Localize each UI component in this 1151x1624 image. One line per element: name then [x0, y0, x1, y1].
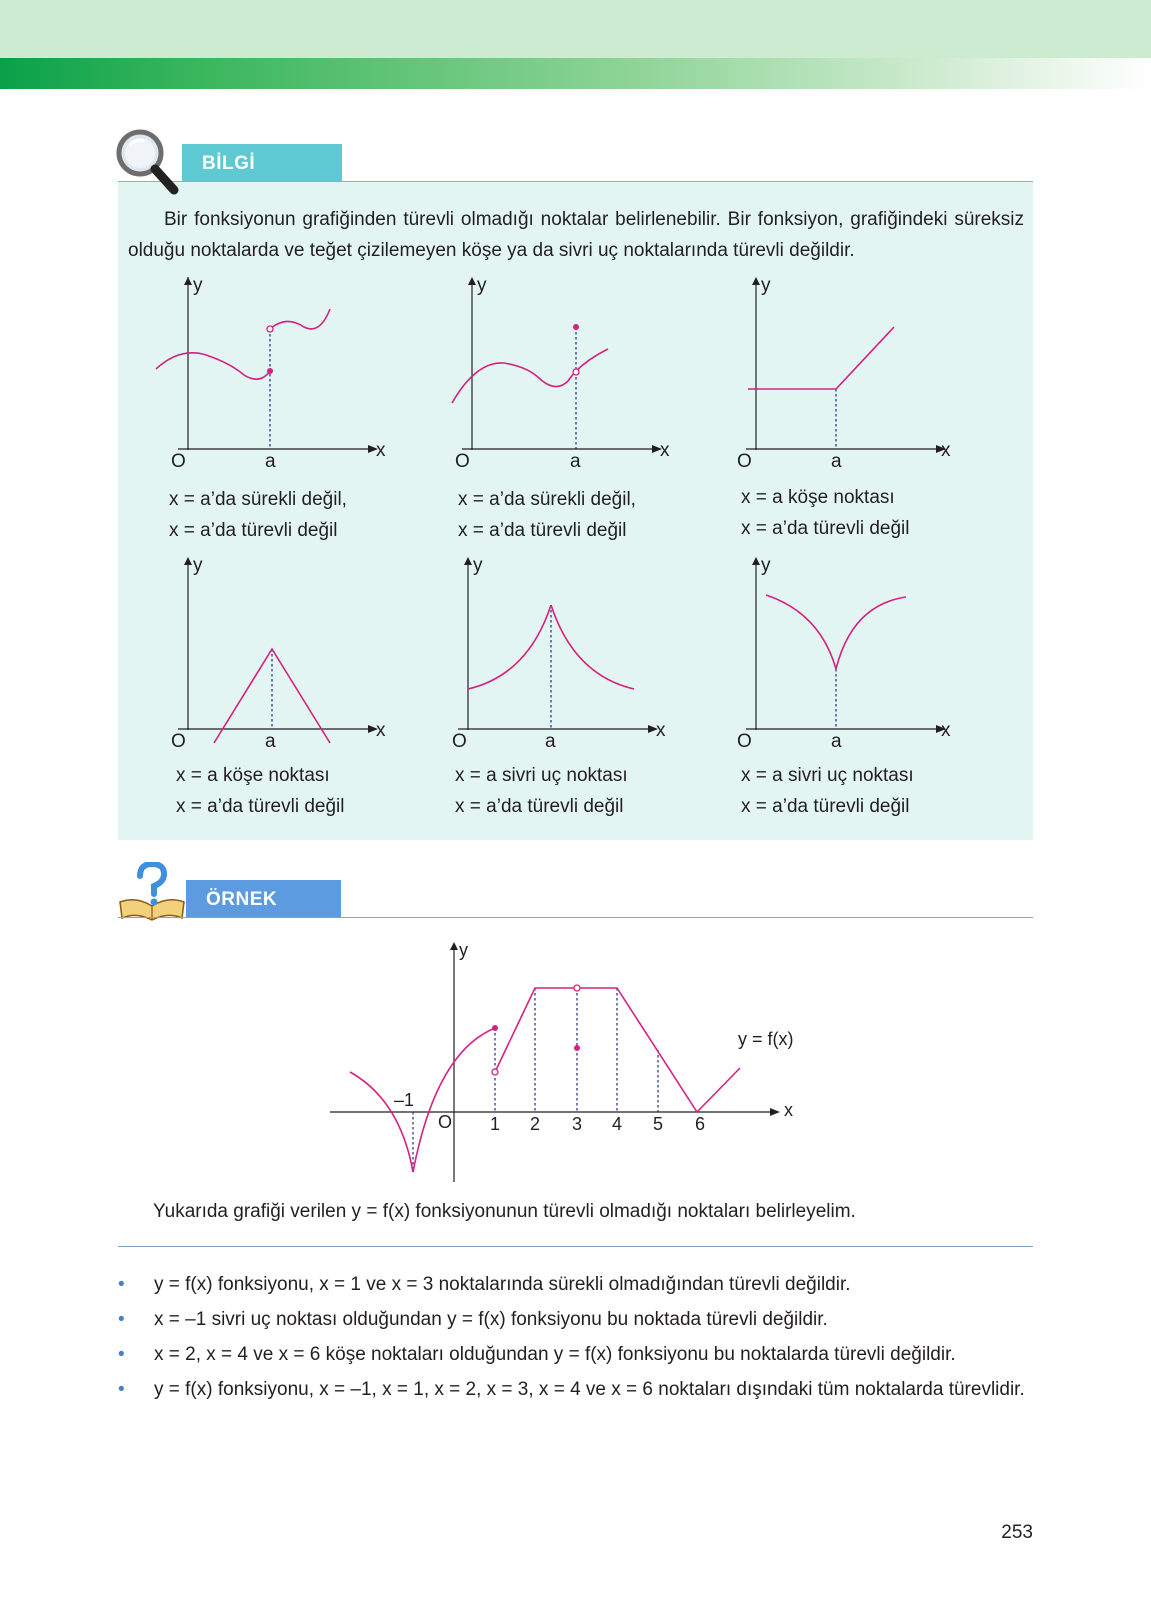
graph-4-line2: x = a’da türevli değil [176, 796, 345, 817]
ornek-tab [186, 880, 341, 917]
graph-4-x: x [376, 720, 386, 741]
list-item: • x = –1 sivri uç noktası olduğundan y = f(x) fonksiyonu bu noktada türevli değildir. [118, 1309, 828, 1330]
example-tick-4: 4 [612, 1114, 623, 1134]
graph-6-o: O [737, 731, 752, 752]
list-item: • x = 2, x = 4 ve x = 6 köşe noktaları olduğundan y = f(x) fonksiyonu bu noktalarda türevli değildir. [118, 1344, 956, 1365]
graph-4-y: y [193, 555, 203, 576]
header-green-bar [0, 58, 1151, 89]
bullet-text: x = 2, x = 4 ve x = 6 köşe noktaları olduğundan y = f(x) fonksiyonu bu noktalarda türevli değildir. [154, 1344, 956, 1365]
graph-6-y: y [761, 555, 771, 576]
example-function-label: y = f(x) [738, 1029, 794, 1049]
example-graph [320, 940, 810, 1188]
bullet-text: y = f(x) fonksiyonu, x = 1 ve x = 3 noktalarında sürekli olmadığından türevli değildir. [154, 1274, 851, 1295]
graph-5-y: y [473, 555, 483, 576]
graph-3-line1: x = a köşe noktası [741, 487, 895, 508]
graph-6 [716, 557, 966, 747]
graph-1-line2: x = a’da türevli değil [169, 520, 338, 541]
graph-6-x: x [941, 720, 951, 741]
graph-3-o: O [737, 451, 752, 472]
separator-rule [118, 1246, 1033, 1247]
top-band [0, 0, 1151, 58]
graph-1-y: y [193, 275, 203, 296]
graph-2-o: O [455, 451, 470, 472]
graph-3 [716, 277, 966, 467]
ornek-label: ÖRNEK [206, 889, 278, 910]
solution-list [118, 1267, 1033, 1407]
graph-2-a: a [570, 451, 581, 472]
graph-1-x: x [376, 440, 386, 461]
example-tick-5: 5 [653, 1114, 664, 1134]
page-number: 253 [1001, 1522, 1033, 1543]
bilgi-tab [182, 144, 342, 181]
bilgi-text: Bir fonksiyonun grafiğinden türevli olmadığı noktalar belirlenebilir. Bir fonksiyon, grafiğindeki süreksiz olduğu noktalarda ve teğet çizilemeyen köşe ya da sivri uç noktalarında türevli değildir. [128, 209, 1024, 261]
ornek-rule [118, 917, 1033, 918]
example-tick-2: 2 [530, 1114, 541, 1134]
graph-3-x: x [941, 440, 951, 461]
example-tick-6: 6 [695, 1114, 706, 1134]
graph-4 [148, 557, 398, 747]
graph-2-y: y [477, 275, 487, 296]
list-item: • y = f(x) fonksiyonu, x = 1 ve x = 3 noktalarında sürekli olmadığından türevli değildir. [118, 1274, 851, 1295]
graph-5 [428, 557, 678, 747]
graph-1-a: a [265, 451, 276, 472]
graph-2-x: x [660, 440, 670, 461]
bullet-text: x = –1 sivri uç noktası olduğundan y = f(x) fonksiyonu bu noktada türevli değildir. [154, 1309, 828, 1330]
graph-3-line2: x = a’da türevli değil [741, 518, 910, 539]
graph-4-o: O [171, 731, 186, 752]
book-question-icon [116, 862, 188, 924]
graph-5-o: O [452, 731, 467, 752]
example-neg-tick: –1 [394, 1090, 415, 1110]
example-tick-1: 1 [490, 1114, 501, 1134]
example-x: x [784, 1100, 793, 1120]
graph-5-x: x [656, 720, 666, 741]
graph-5-line2: x = a’da türevli değil [455, 796, 624, 817]
graph-4-line1: x = a köşe noktası [176, 765, 330, 786]
graph-1-o: O [171, 451, 186, 472]
graph-5-line1: x = a sivri uç noktası [455, 765, 628, 786]
graph-2-line1: x = a’da sürekli değil, [458, 489, 636, 510]
bullet-text: y = f(x) fonksiyonu, x = –1, x = 1, x = 2, x = 3, x = 4 ve x = 6 noktaları dışındaki tüm noktalarda türevlidir. [154, 1379, 1025, 1400]
example-text: Yukarıda grafiği verilen y = f(x) fonksiyonunun türevli olmadığı noktaları belirleyelim. [153, 1201, 856, 1222]
example-y: y [459, 940, 468, 960]
bilgi-label: BİLGİ [202, 153, 256, 174]
example-tick-3: 3 [572, 1114, 583, 1134]
magnifier-icon [112, 127, 188, 199]
bilgi-rule [118, 181, 1033, 182]
list-item: • y = f(x) fonksiyonu, x = –1, x = 1, x = 2, x = 3, x = 4 ve x = 6 noktaları dışındaki tüm noktalarda türevlidir. [118, 1379, 1025, 1400]
graph-3-a: a [831, 451, 842, 472]
graph-6-line2: x = a’da türevli değil [741, 796, 910, 817]
graph-4-a: a [265, 731, 276, 752]
graph-1-line1: x = a’da sürekli değil, [169, 489, 347, 510]
graph-2 [432, 277, 682, 467]
graph-3-y: y [761, 275, 771, 296]
graph-2-line2: x = a’da türevli değil [458, 520, 627, 541]
example-o: O [438, 1112, 453, 1132]
graph-1 [148, 277, 398, 467]
graph-5-a: a [545, 731, 556, 752]
graph-6-a: a [831, 731, 842, 752]
graph-6-line1: x = a sivri uç noktası [741, 765, 914, 786]
